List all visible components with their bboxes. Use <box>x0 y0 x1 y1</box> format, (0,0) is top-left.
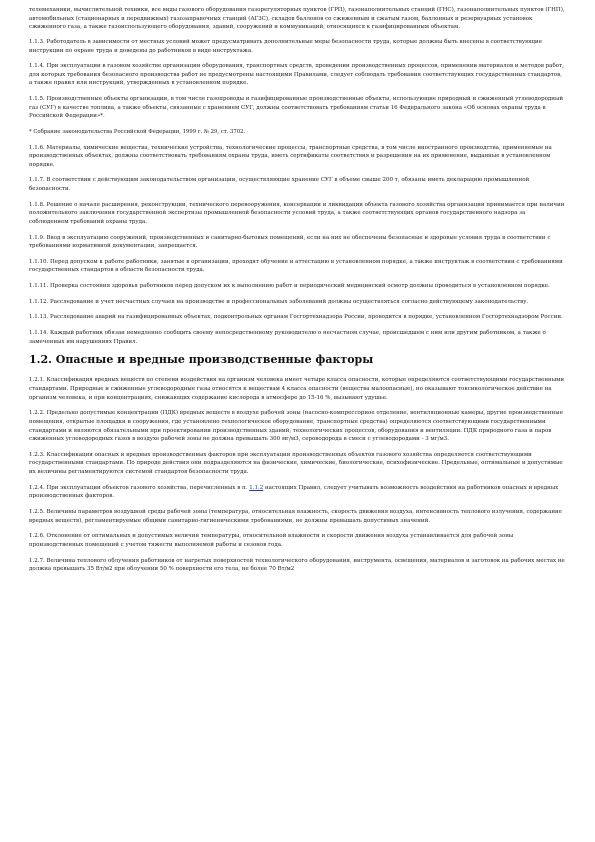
reference-link-1-1-2[interactable]: 1.1.2 <box>249 484 264 491</box>
section-heading: 1.2. Опасные и вредные производственные факторы <box>29 353 374 367</box>
paragraph-1-1-7: 1.1.7. В соответствии с действующим законодательством организации, осуществляющие хранение СУГ в объеме свыше 200 т, обязаны иметь декларацию промышленной безопасности. <box>29 177 530 192</box>
document-page <box>29 6 566 581</box>
paragraph-1-2-6: 1.2.6. Отклонение от оптимальных и допустимых величин температуры, относительной влажности и скорости движения воздуха устанавливается для рабочей зоны производственных помещений с учетом тяжести выполняемой работы и сезонов года. <box>29 533 514 548</box>
paragraph-1-1-5: 1.1.5. Производственные объекты организации, в том числе газопроводы и газифицированные производственные объекты, использующие природный и сжиженный углеводородный газ (СУГ) в качестве топлива, а также объекты, связанные с хранением СУГ, должны соответствовать требованиям статьи 16 Федерального закона «Об основах охраны труда в Российской Федерации»*. <box>29 96 564 120</box>
paragraph-1-1-4: 1.1.4. При эксплуатации в газовом хозяйстве организации оборудования, транспортных средств, проведении производственных процессов, применении материалов и методов работ, для которых требования безопасного производства работ не предусмотрены настоящими Правилами, следует соблюдать требования соответствующих государственных стандартов, а также правил или инструкций, утвержденных в установленном порядке. <box>29 63 564 87</box>
paragraph-1-2-5: 1.2.5. Величины параметров воздушной среды рабочей зоны (температура, относительная влажность, скорость движения воздуха, интенсивность теплового излучения, содержание вредных веществ), регламентируемые общими санитарно-гигиеническими требованиями, не должны превышать допустимых значений. <box>29 508 562 524</box>
paragraph-1-1-10: 1.1.10. Перед допуском к работе работники, занятые в организации, проходят обучение и аттестацию в установленном порядке, а также инструктаж в соответствии с требованиями государственных стандартов в области безопасности труда. <box>29 258 563 274</box>
paragraph-1-2-1: 1.2.1. Классификация вредных веществ по степени воздействия на организм человека имеет четыре класса опасности, которые определяются соответствующими государственными стандартами. Природные и сжиженные углеводородные газы относятся к веществам 4 класса опасности (вещества малоопасные), но оказывают токсикологическое действие на организм человека, и при концентрациях, снижающих содержание кислорода в атмосфере до 15-16 %, вызывают удушье. <box>29 377 565 401</box>
paragraph-1-1-9: 1.1.9. Ввод в эксплуатацию сооружений, производственных и санитарно-бытовых помещений, если на них не обеспечены безопасные и здоровые условия труда в соответствии с требованиями нормативной документации, запрещается. <box>29 234 551 250</box>
paragraph-1-1-14: 1.1.14. Каждый работник обязан немедленно сообщить своему непосредственному руководителю о несчастном случае, происшедшем с ним или другим работником, а также о замеченных им нарушениях Правил. <box>29 330 546 345</box>
footnote: * Собрание законодательства Российской Федерации, 1999 г. № 29, ст. 3702. <box>29 129 246 135</box>
paragraph-1-2-4-suffix: настоящих Правил, следует учитывать возможность воздействия на работников опасных и вредных производственных факторов. <box>29 484 559 500</box>
paragraph-1-1-13: 1.1.13. Расследование аварий на газифицированных объектах, подконтрольных органам Госгортехнадзора России, проводится в порядке, установленном Госгортехнадзором России. <box>29 314 563 321</box>
paragraph-1-1-6: 1.1.6. Материалы, химические вещества, технические устройства, технологические процессы, транспортные средства, в том числе иностранного производства, применяемые на производственных объектах, должны соответствовать требованиям охраны труда, иметь сертификаты соответствия и разрешения на их применение, выданные в установленном порядке. <box>29 144 552 168</box>
paragraph-1-1-8: 1.1.8. Решение о начале расширения, реконструкции, технического перевооружения, консервации и ликвидации объекта газового хозяйства организации принимается при наличии положительного заключения государственной экспертизы промышленной безопасности условий труда, а также соответствующих органов государственного надзора за соблюдением требований охраны труда. <box>29 201 565 225</box>
paragraph-1-1-11: 1.1.11. Проверка состояния здоровья работников перед допуском их к выполнению работ и периодический медицинский осмотр должны проводиться в установленном порядке. <box>29 283 550 290</box>
paragraph-1-2-3: 1.2.3. Классификация опасных и вредных производственных факторов при эксплуатации производственных объектов газового хозяйства определяется соответствующими государственными стандартами. По природе действия они подразделяются на физические, химические, биологические, психофизические. Предельные, оптимальные и допустимые их величины регламентируются системой стандартов безопасности труда. <box>29 451 563 475</box>
paragraph-1-1-3: 1.1.3. Работодатель в зависимости от местных условий может предусматривать дополнительные меры безопасности труда, которые должны быть внесены в соответствующие инструкции по охране труда и доведены до работников в виде инструктажа. <box>29 38 542 54</box>
paragraph-1-1-12: 1.1.12. Расследование и учет несчастных случаев на производстве и профессиональных заболеваний должны осуществляться согласно действующему законодательству. <box>29 298 529 305</box>
paragraph-1-2-4 <box>29 484 566 501</box>
paragraph-1-2-7: 1.2.7. Величина теплового облучения работников от нагретых поверхностей технологического оборудования, инструмента, освещения, материалов и заготовок на рабочих местах не должна превышать 35 Вт/м2 при облучении 50 % поверхности его тела, не более 70 Вт/м2 <box>29 557 565 573</box>
paragraph-intro-continuation: телемеханики, вычислительной техники, все виды газового оборудования газорегуляторных пунктов (ГРП), газонаполнительных станций (ГНС), газонаполнительных пунктов (ГНП), автомобильных (стационарных и передвижных) газозаправочных станций (АГЗС), складов баллонов со сжиженным и сжатым газом, баллонных и резервуарных установок сжиженного газа, а также газоиспользующего оборудования, зданий, сооружений и коммуникаций, относящихся к газифицированным объектам. <box>29 7 565 31</box>
paragraph-1-2-4-prefix: 1.2.4. При эксплуатации объектов газового хозяйства, перечисленных в п. <box>29 484 250 491</box>
paragraph-1-2-2: 1.2.2. Предельно допустимые концентрации (ПДК) вредных веществ в воздухе рабочей зоны (насосно-компрессорное отделение, вентиляционные камеры, другие производственные помещения, открытые площадки и сооружения, где установлено технологическое оборудование, транспортные средства) определяются соответствующими государственными стандартами и являются обязательными при проектировании производственных зданий, технологических процессов, оборудования и вентиляции. ПДК природного газа и паров сжиженных углеводородных газов в воздухе рабочей зоны не должна превышать 300 мг/м3, сероводорода в смеси с углеводородами - 3 мг/м3. <box>29 410 563 443</box>
